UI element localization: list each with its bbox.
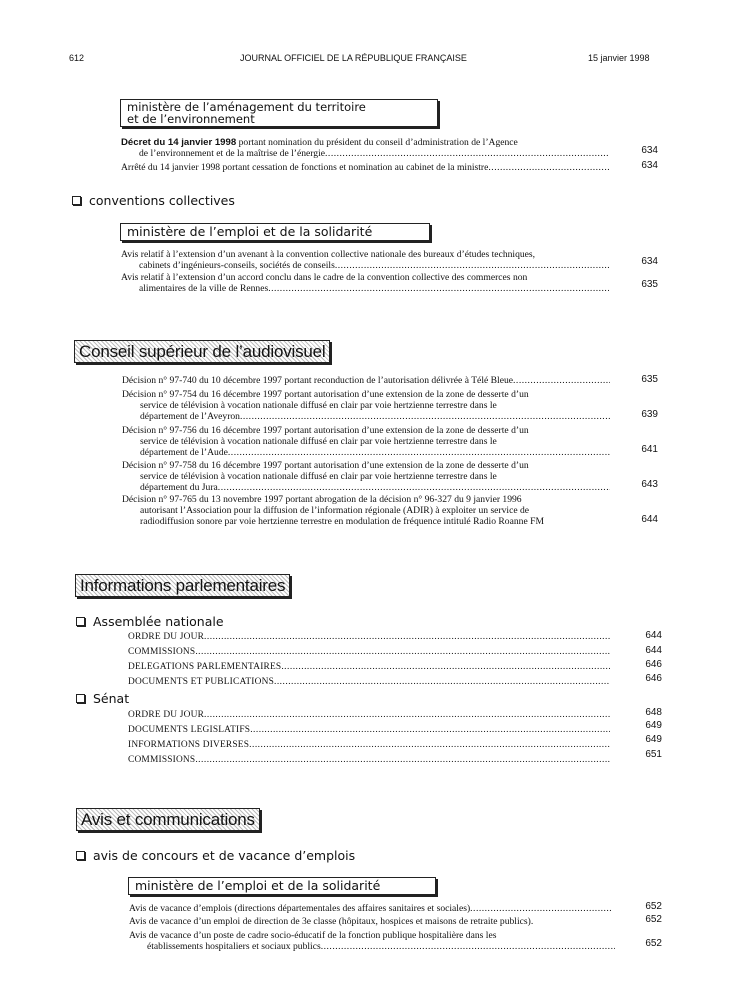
toc-entry: [122, 460, 610, 493]
checkbox-bullet-icon: [76, 851, 85, 860]
entry-text: Avis de vacance d’un emploi de direction de 3e classe (hôpitaux, hospices et maisons de retraite publics).: [129, 916, 534, 927]
category-conventions: [72, 193, 235, 208]
dot-leader: [268, 283, 609, 294]
page-ref: 639: [641, 409, 658, 420]
page-ref: 634: [641, 160, 658, 171]
category-label: conventions collectives: [89, 193, 235, 208]
checkbox-bullet-icon: [76, 694, 85, 703]
ministry-box-emploi-2: [128, 877, 436, 895]
dot-leader: [204, 632, 610, 647]
dot-leader: [321, 941, 615, 952]
page-ref: 634: [641, 145, 658, 156]
entry-text: Avis de vacance d’un poste de cadre socio-éducatif de la fonction publique hospitalière dans les: [129, 930, 497, 941]
page-ref: 646: [645, 673, 662, 684]
list-item-label: ORDRE DU JOUR: [128, 710, 205, 720]
entry-text: Décision n° 97-740 du 10 décembre 1997 portant reconduction de l’autorisation délivrée à Télé Bleue: [122, 375, 514, 386]
entry-text: département de l’Aveyron: [140, 411, 240, 422]
page-ref: 649: [645, 720, 662, 731]
dot-leader: [335, 260, 609, 271]
entry-text: cabinets d’ingénieurs-conseils, sociétés de conseils: [139, 260, 335, 271]
list-item-label: COMMISSIONS: [128, 647, 196, 657]
page-ref: 652: [645, 938, 662, 949]
entry-text: service de télévision à vocation nationale diffusé en clair par voie hertzienne terrestre dans le: [140, 400, 497, 411]
toc-entry: [121, 137, 609, 159]
list-item-label: ORDRE DU JOUR: [128, 632, 205, 642]
page-ref: 644: [645, 630, 662, 641]
dot-leader: [250, 725, 610, 740]
ministry-name-line2: et de l’environnement: [127, 112, 255, 126]
category-avis-concours: [76, 848, 355, 863]
list-item-label: DOCUMENTS ET PUBLICATIONS: [128, 677, 274, 687]
category-assemblee: [76, 614, 224, 629]
category-senat: [76, 691, 129, 706]
ministry-box-amenagement: [120, 99, 438, 127]
entry-text: autorisant l’Association pour la diffusion de l’information régionale (ADIR) à exploiter un service de: [140, 505, 530, 516]
checkbox-bullet-icon: [72, 196, 81, 205]
issue-date: 15 janvier 1998: [588, 53, 650, 63]
entry-text: Décision n° 97-756 du 16 décembre 1997 portant autorisation d’une extension de la zone de desserte d’un: [122, 425, 529, 436]
section-title-csa: Conseil supérieur de l’audiovisuel: [74, 340, 330, 363]
entry-text: département du Jura: [140, 482, 218, 493]
dot-leader: [195, 755, 610, 770]
dot-leader: [470, 903, 611, 914]
entry-text: portant nomination du président du conseil d’administration de l’Agence: [236, 137, 518, 148]
entry-text: Avis relatif à l’extension d’un avenant à la convention collective nationale des bureaux d’études techniques,: [121, 249, 536, 260]
category-label: Assemblée nationale: [93, 614, 224, 629]
toc-entry: [122, 375, 610, 386]
decree-bold-title: Décret du 14 janvier 1998: [121, 137, 237, 148]
list-item-label: DÉLÉGATIONS PARLEMENTAIRES: [128, 662, 282, 672]
toc-entry: [121, 272, 609, 294]
dot-leader: [274, 677, 610, 692]
list-item-label: COMMISSIONS: [128, 755, 196, 765]
dot-leader: [325, 148, 609, 159]
page-ref: 646: [645, 659, 662, 670]
toc-list-assemblee: [128, 632, 610, 692]
dot-leader: [195, 647, 610, 662]
page-ref: 649: [645, 734, 662, 745]
page-ref: 644: [645, 645, 662, 656]
toc-entry: [121, 162, 609, 173]
dot-leader: [488, 162, 609, 173]
entry-text: établissements hospitaliers et sociaux publics: [147, 941, 321, 952]
toc-entry: [129, 930, 615, 952]
journal-title: JOURNAL OFFICIEL DE LA RÉPUBLIQUE FRANÇAISE: [240, 53, 467, 63]
entry-text: de l’environnement et de la maîtrise de l’énergie: [139, 148, 326, 159]
entry-text: Décision n° 97-754 du 16 décembre 1997 portant autorisation d’une extension de la zone de desserte d’un: [122, 389, 529, 400]
ministry-name: ministère de l’emploi et de la solidarité: [135, 878, 381, 893]
checkbox-bullet-icon: [76, 617, 85, 626]
toc-entry: [122, 425, 610, 458]
page-ref: 635: [641, 279, 658, 290]
entry-text: alimentaires de la ville de Rennes: [139, 283, 269, 294]
page-ref: 652: [645, 914, 662, 925]
dot-leader: [281, 662, 610, 677]
dot-leader: [513, 375, 610, 386]
toc-entry: [122, 389, 610, 422]
entry-text: Avis relatif à l’extension d’un accord conclu dans le cadre de la convention collective des commerces non: [121, 272, 528, 283]
dot-leader: [240, 411, 610, 422]
entry-text: service de télévision à vocation nationale diffusé en clair par voie hertzienne terrestre dans le: [140, 471, 497, 482]
entry-text: Avis de vacance d’emplois (directions départementales des affaires sanitaires et sociales): [129, 903, 471, 914]
ministry-name-line1: ministère de l’aménagement du territoire: [127, 100, 366, 114]
page-ref: 648: [645, 707, 662, 718]
toc-entry: [129, 903, 611, 914]
dot-leader: [218, 482, 610, 493]
entry-text: radiodiffusion sonore par voie hertzienne terrestre en modulation de fréquence intitulé Radio Roanne FM: [140, 516, 544, 527]
list-item-label: INFORMATIONS DIVERSES: [128, 740, 250, 750]
ministry-name: ministère de l’emploi et de la solidarité: [127, 224, 373, 239]
page-ref: 651: [645, 749, 662, 760]
category-label: avis de concours et de vacance d’emplois: [93, 848, 356, 863]
dot-leader: [228, 447, 610, 458]
page-ref: 643: [641, 479, 658, 490]
page-ref: 652: [645, 901, 662, 912]
page-number: 612: [69, 53, 85, 63]
dot-leader: [204, 710, 610, 725]
toc-entry: [122, 494, 610, 527]
entry-text: service de télévision à vocation nationale diffusé en clair par voie hertzienne terrestre dans le: [140, 436, 497, 447]
dot-leader: [249, 740, 610, 755]
page-ref: 644: [641, 514, 658, 525]
page-ref: 635: [641, 374, 658, 385]
toc-list-senat: [128, 710, 610, 770]
entry-text: Arrêté du 14 janvier 1998 portant cessation de fonctions et nomination au cabinet de la ministre: [121, 162, 489, 173]
entry-text: Décision n° 97-765 du 13 novembre 1997 portant abrogation de la décision n° 96-327 du 9 janvier 1996: [122, 494, 522, 505]
list-item-label: DOCUMENTS LÉGISLATIFS: [128, 725, 251, 735]
section-title-avis: Avis et communications: [76, 808, 260, 831]
page-ref: 641: [641, 444, 658, 455]
entry-text: département de l’Aude: [140, 447, 228, 458]
category-label: Sénat: [93, 691, 130, 706]
page-ref: 634: [641, 256, 658, 267]
section-title-parlement: Informations parlementaires: [75, 574, 290, 597]
toc-entry: [129, 916, 615, 927]
entry-text: Décision n° 97-758 du 16 décembre 1997 portant autorisation d’une extension de la zone de desserte d’un: [122, 460, 529, 471]
ministry-box-emploi: [120, 223, 430, 241]
toc-entry: [121, 249, 609, 271]
